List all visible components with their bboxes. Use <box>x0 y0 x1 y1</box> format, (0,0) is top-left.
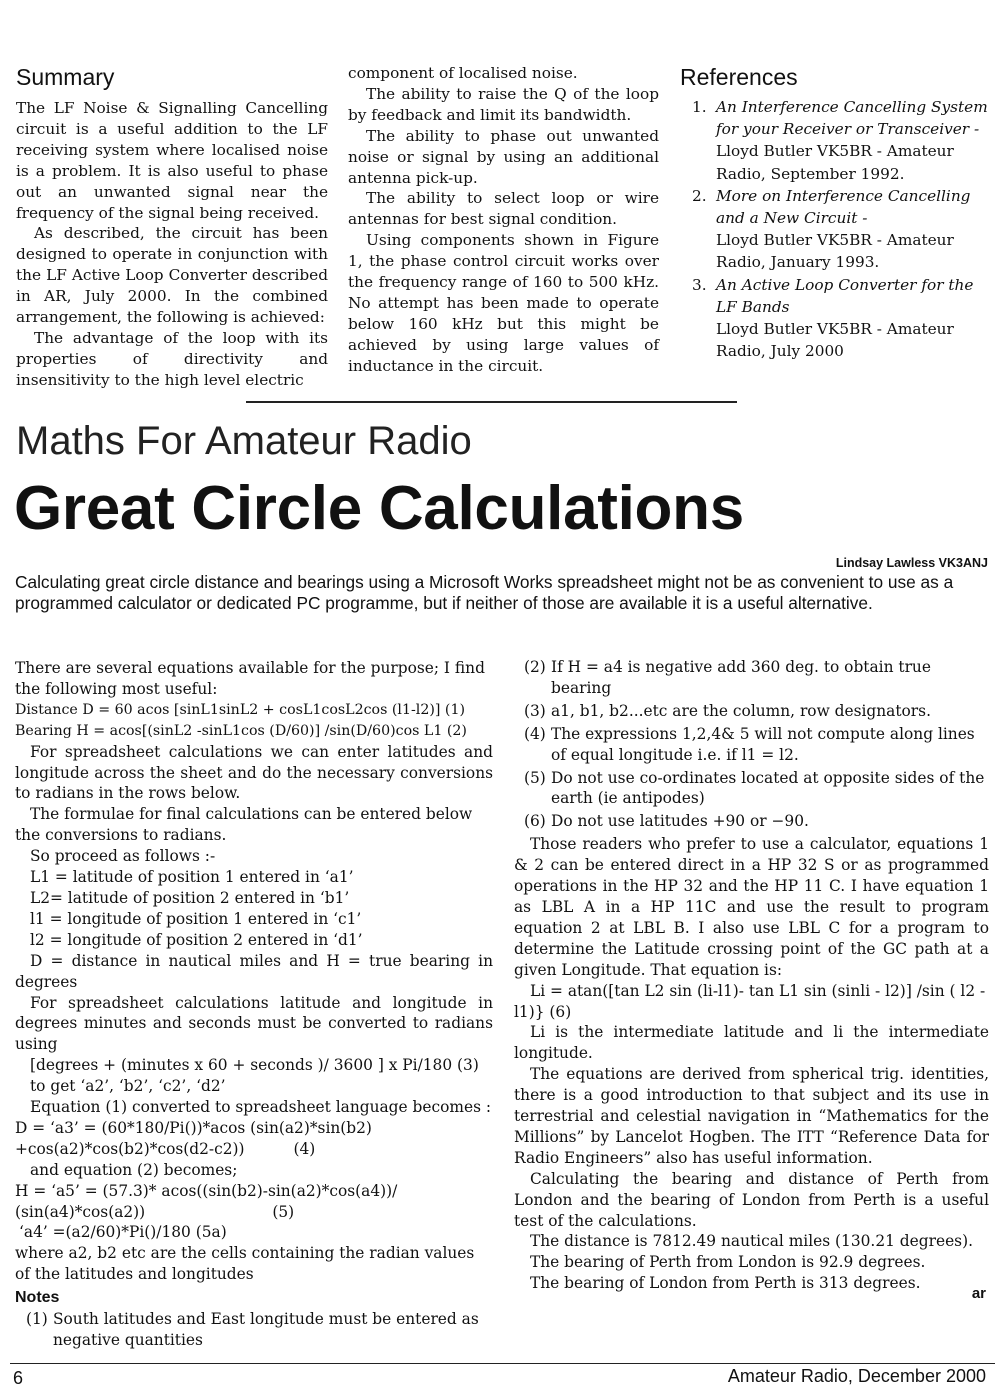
note-text: Do not use co-ordinates located at opposite sides of the earth (ie antipodes) <box>551 768 985 808</box>
body-paragraph: Calculating the bearing and distance of Perth from London and the bearing of London from Perth is a useful test of the calculations. <box>514 1169 989 1230</box>
equation-5-line: (sin(a4)*cos(a2)) (5) <box>15 1202 295 1221</box>
note-item <box>514 724 989 766</box>
footer-rule <box>10 1363 995 1364</box>
page-number: 6 <box>13 1368 24 1388</box>
reference-item <box>680 185 990 274</box>
middle-paragraph: The ability to phase out unwanted noise or signal by using an additional antenna pick-up. <box>348 126 659 187</box>
reference-item <box>680 96 990 185</box>
summary-paragraph: As described, the circuit has been designed to operate in conjunction with the LF Active Loop Converter described in AR, July 2000. In the combined arrangement, the following is achieved: <box>16 224 328 327</box>
equation-3: [degrees + (minutes x 60 + seconds )/ 3600 ] x Pi/180 (3) <box>30 1056 479 1075</box>
note-item <box>514 657 989 699</box>
note-number: (4) <box>524 724 546 743</box>
middle-paragraph: The ability to select loop or wire antennas for best signal condition. <box>348 189 659 229</box>
reference-author: Lloyd Butler VK5BR - Amateur Radio, January 1993. <box>716 231 954 272</box>
reference-title: More on Interference Cancelling and a New Circuit - <box>716 186 971 228</box>
references-column <box>680 64 990 362</box>
publication-footer: Amateur Radio, December 2000 <box>727 1366 986 1386</box>
note-number: (5) <box>524 768 546 787</box>
references-heading: References <box>680 64 798 90</box>
result-line: The bearing of London from Perth is 313 degrees. <box>530 1274 921 1293</box>
note-text: Do not use latitudes +90 or −90. <box>551 812 809 831</box>
reference-author: Lloyd Butler VK5BR - Amateur Radio, July 2000 <box>716 320 954 361</box>
note-text: South latitudes and East longitude must be entered as negative quantities <box>53 1310 479 1350</box>
middle-paragraph: component of localised noise. <box>348 64 578 82</box>
reference-item <box>680 274 990 363</box>
body-line: So proceed as follows :- <box>30 847 216 866</box>
note-number: (2) <box>524 658 546 676</box>
equation-5a: ‘a4’ =(a2/60)*Pi()/180 (5a) <box>19 1223 227 1242</box>
note-item <box>514 768 989 810</box>
reference-author: Lloyd Butler VK5BR - Amateur Radio, September 1992. <box>716 142 954 183</box>
equation-2: Bearing H = acos[(sinL2 -sinL1cos (D/60)] /sin(D/60)cos L1 (2) <box>15 722 467 739</box>
body-line: to get ‘a2’, ‘b2’, ‘c2’, ‘d2’ <box>30 1077 226 1096</box>
section-divider <box>246 401 737 403</box>
summary-paragraph: The advantage of the loop with its properties of directivity and insensitivity to the high level electric <box>16 328 328 389</box>
summary-heading: Summary <box>16 64 115 90</box>
equation-4-line: +cos(a2)*cos(b2)*cos(d2-c2)) (4) <box>15 1139 316 1158</box>
summary-paragraph: The LF Noise & Signalling Cancelling circuit is a useful addition to the LF receiving system where localised noise is a problem. It is also useful to phase out an unwanted signal near the frequency of the signal being received. <box>16 99 328 222</box>
middle-paragraph: Using components shown in Figure 1, the phase control circuit works over the frequency range of 160 to 500 kHz. No attempt has been made to operate below 160 kHz but this might be achieved by using large values of inductance in the circuit. <box>348 231 659 375</box>
body-paragraph: For spreadsheet calculations latitude and longitude in degrees minutes and seconds must be converted to radians using <box>15 993 493 1054</box>
reference-number: 3. <box>692 275 707 294</box>
note-text: The expressions 1,2,4& 5 will not compute along lines of equal longitude i.e. if l1 = l2. <box>551 724 975 764</box>
definition-line: l1 = longitude of position 1 entered in ‘c1’ <box>30 909 362 928</box>
article-kicker: Maths For Amateur Radio <box>16 419 472 463</box>
note-text: If H = a4 is negative add 360 deg. to obtain true bearing <box>551 658 931 697</box>
reference-number: 1. <box>692 98 707 116</box>
body-paragraph: The formulae for final calculations can be entered below the conversions to radians. <box>15 805 473 845</box>
body-paragraph: Those readers who prefer to use a calculator, equations 1 & 2 can be entered direct in a HP 32 S or as programmed operations in the HP 32 and the HP 11 C. I have equation 1 as LBL A in a HP 11C and use the result to program equation 2 at LBL B. I also use LBL C for a program to determine the Latitude crossing point of the GC path at a given Longitude. That equation is: <box>514 835 989 979</box>
definition-line: l2 = longitude of position 2 entered in ‘d1’ <box>30 930 363 949</box>
result-line: The distance is 7812.49 nautical miles (130.21 degrees). <box>530 1232 973 1251</box>
result-line: The bearing of Perth from London is 92.9 degrees. <box>530 1253 926 1272</box>
definition-line: L2= latitude of position 2 entered in ‘b1’ <box>30 888 350 907</box>
article-intro: Calculating great circle distance and bearings using a Microsoft Works spreadsheet might not be as convenient to use as a programmed calculator or dedicated PC programme, but if neither of those are available it is a useful alternative. <box>15 572 954 613</box>
body-paragraph: Li is the intermediate latitude and li the intermediate longitude. <box>514 1023 989 1063</box>
equation-6: Li = atan([tan L2 sin (li-l1)- tan L1 sin (sinli - l2)] /sin ( l2 - l1)} (6) <box>514 981 986 1021</box>
note-item <box>514 811 989 832</box>
right-body-column <box>514 657 989 1294</box>
middle-column <box>348 63 659 377</box>
end-mark: ar <box>971 1285 986 1302</box>
note-number: (6) <box>524 812 546 831</box>
note-item <box>15 1309 493 1351</box>
left-body-column <box>15 658 493 1351</box>
reference-title: An Active Loop Converter for the LF Bands <box>716 275 974 316</box>
body-paragraph: The equations are derived from spherical trig. identities, there is a good introduction to that subject and its use in terrestrial and celestial navigation in “Mathematics for the Millions” by Lancelot Hogben. The ITT “Reference Data for Radio Engineers” also has useful information. <box>514 1065 989 1167</box>
note-text: a1, b1, b2...etc are the column, row designators. <box>551 701 931 720</box>
definition-line: L1 = latitude of position 1 entered in ‘a1’ <box>30 868 354 887</box>
note-number: (3) <box>524 701 546 720</box>
article-title: Great Circle Calculations <box>14 474 744 543</box>
equation-4-line: D = ‘a3’ = (60*180/Pi())*acos (sin(a2)*sin(b2) <box>15 1118 372 1137</box>
note-item <box>514 701 989 722</box>
body-line: and equation (2) becomes; <box>30 1160 238 1179</box>
reference-title: An Interference Cancelling System for your Receiver or Transceiver - <box>716 98 988 139</box>
body-paragraph: where a2, b2 etc are the cells containing the radian values of the latitudes and longitudes <box>15 1244 475 1284</box>
summary-column <box>16 64 328 391</box>
middle-paragraph: The ability to raise the Q of the loop by feedback and limit its bandwidth. <box>348 84 659 124</box>
definition-line: D = distance in nautical miles and H = true bearing in degrees <box>15 951 493 991</box>
article-byline: Lindsay Lawless VK3ANJ <box>835 556 988 570</box>
note-number: (1) <box>26 1310 48 1329</box>
equation-1: Distance D = 60 acos [sinL1sinL2 + cosL1cosL2cos (l1-l2)] (1) <box>15 701 466 718</box>
notes-heading: Notes <box>15 1289 60 1307</box>
body-paragraph: For spreadsheet calculations we can enter latitudes and longitude across the sheet and do the necessary conversions to radians in the rows below. <box>15 742 493 803</box>
body-paragraph: There are several equations available for the purpose; I find the following most useful: <box>15 659 485 698</box>
reference-number: 2. <box>692 186 707 205</box>
body-line: Equation (1) converted to spreadsheet language becomes : <box>30 1098 492 1117</box>
equation-5-line: H = ‘a5’ = (57.3)* acos((sin(b2)-sin(a2)*cos(a4))/ <box>15 1181 398 1200</box>
references-list <box>680 96 990 362</box>
